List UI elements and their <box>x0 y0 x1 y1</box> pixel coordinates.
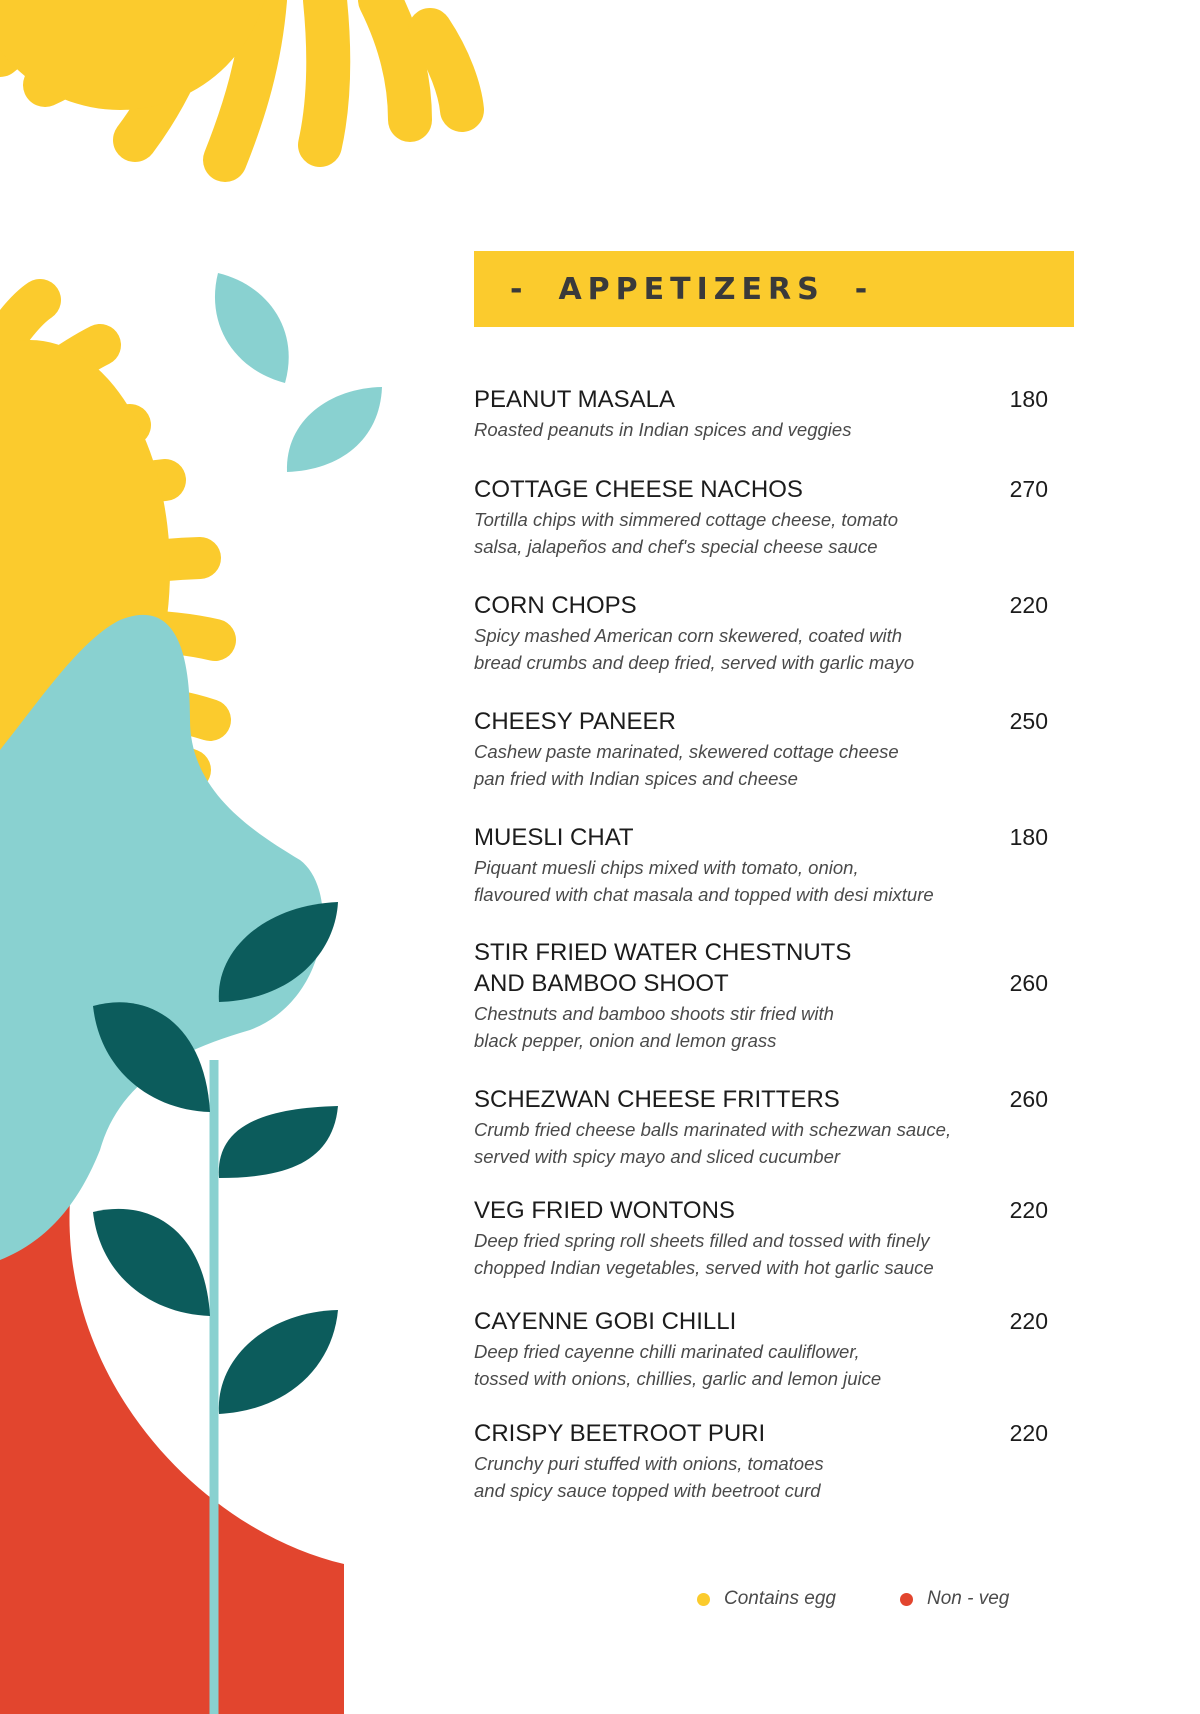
item-price: 220 <box>1009 1197 1048 1223</box>
leaf-icon <box>93 1209 210 1316</box>
item-description: Cashew paste marinated, skewered cottage cheese pan fried with Indian spices and cheese <box>474 741 899 789</box>
item-description: Chestnuts and bamboo shoots stir fried with black pepper, onion and lemon grass <box>474 1003 834 1051</box>
item-name: CHEESY PANEER <box>474 708 676 735</box>
menu-item <box>474 590 1048 676</box>
leaf-icon <box>219 1106 338 1178</box>
item-price: 270 <box>1009 476 1048 502</box>
item-price: 180 <box>1009 824 1048 850</box>
item-name: SCHEZWAN CHEESE FRITTERS <box>474 1086 840 1113</box>
item-name: COTTAGE CHEESE NACHOS <box>474 476 803 503</box>
item-price: 180 <box>1009 386 1048 412</box>
item-name: VEG FRIED WONTONS <box>474 1197 735 1224</box>
menu-item <box>474 1084 1048 1170</box>
menu-item <box>474 1418 1048 1504</box>
item-description: Tortilla chips with simmered cottage cheese, tomato salsa, jalapeños and chef's special cheese sauce <box>474 509 898 557</box>
item-price: 260 <box>1009 970 1048 996</box>
header-dash-right: - <box>854 271 874 307</box>
item-description: Deep fried cayenne chilli marinated cauliflower, tossed with onions, chillies, garlic and lemon juice <box>474 1341 882 1389</box>
menu-item <box>474 937 1048 1054</box>
teal-leaf-icon-1 <box>215 273 289 383</box>
section-header <box>474 251 1074 327</box>
header-dash-left: - <box>510 271 529 307</box>
legend-nonveg-label: Non - veg <box>927 1588 1010 1609</box>
red-dot-icon <box>900 1593 913 1606</box>
item-name: CAYENNE GOBI CHILLI <box>474 1308 737 1335</box>
leaf-icon <box>219 1310 338 1414</box>
item-price: 220 <box>1009 1420 1048 1446</box>
menu-item <box>474 1195 1048 1281</box>
item-name: CRISPY BEETROOT PURI <box>474 1420 766 1447</box>
item-description: Crunchy puri stuffed with onions, tomatoes and spicy sauce topped with beetroot curd <box>474 1453 824 1501</box>
menu-item <box>474 474 1048 560</box>
item-price: 250 <box>1009 708 1048 734</box>
menu-item <box>474 706 1048 792</box>
item-description: Deep fried spring roll sheets filled and tossed with finely chopped Indian vegetables, served with hot garlic sauce <box>474 1230 934 1278</box>
item-description: Piquant muesli chips mixed with tomato, onion, flavoured with chat masala and topped with desi mixture <box>474 857 934 905</box>
item-description: Crumb fried cheese balls marinated with schezwan sauce, served with spicy mayo and sliced cucumber <box>474 1119 952 1167</box>
menu-item <box>474 822 1048 908</box>
item-name: CORN CHOPS <box>474 592 637 619</box>
menu-item <box>474 1306 1048 1392</box>
teal-leaf-icon-2 <box>287 387 382 472</box>
item-price: 220 <box>1009 1308 1048 1334</box>
menu-item <box>474 384 1048 443</box>
legend-egg-label: Contains egg <box>724 1588 836 1609</box>
item-description: Roasted peanuts in Indian spices and veggies <box>474 419 852 440</box>
legend-egg <box>697 1584 836 1614</box>
item-price: 260 <box>1009 1086 1048 1112</box>
item-description: Spicy mashed American corn skewered, coated with bread crumbs and deep fried, served with garlic mayo <box>474 625 915 673</box>
item-price: 220 <box>1009 592 1048 618</box>
item-name: MUESLI CHAT <box>474 824 634 851</box>
legend-nonveg <box>900 1584 1009 1614</box>
item-name: PEANUT MASALA <box>474 386 675 413</box>
section-title: APPETIZERS <box>558 271 825 307</box>
item-name: STIR FRIED WATER CHESTNUTS AND BAMBOO SHOOT <box>474 939 852 997</box>
yellow-dot-icon <box>697 1593 710 1606</box>
